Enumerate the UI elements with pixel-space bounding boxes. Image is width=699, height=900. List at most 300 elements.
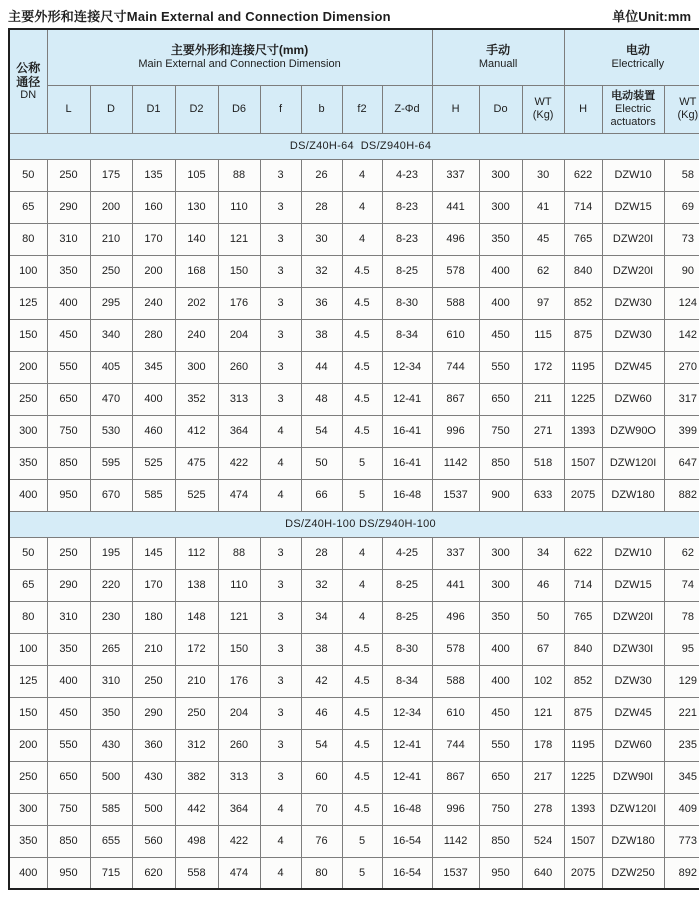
- data-cell-L: 350: [47, 633, 90, 665]
- data-cell-H-manual: 441: [432, 569, 479, 601]
- data-cell-D: 500: [90, 761, 132, 793]
- data-cell-D2: 202: [175, 287, 218, 319]
- data-cell-f: 3: [260, 729, 301, 761]
- data-cell-D1: 400: [132, 383, 175, 415]
- data-cell-WT-manual: 102: [522, 665, 564, 697]
- data-cell-D6: 121: [218, 601, 260, 633]
- col-header-D6: D6: [218, 85, 260, 133]
- data-cell-H-manual: 610: [432, 697, 479, 729]
- data-cell-D1: 345: [132, 351, 175, 383]
- unit-label: 单位Unit:mm: [612, 9, 691, 24]
- group-electric-en: Electrically: [611, 58, 665, 71]
- data-cell-Z-d: 12-41: [382, 729, 432, 761]
- dn-cell: 150: [9, 319, 47, 351]
- data-cell-H-manual: 496: [432, 601, 479, 633]
- table-row: [9, 319, 699, 351]
- data-cell-H-electric: 840: [564, 255, 602, 287]
- data-cell-H-electric: 852: [564, 665, 602, 697]
- data-cell-D6: 364: [218, 415, 260, 447]
- group-electric-zh: 电动: [625, 43, 650, 58]
- data-cell-Z-d: 8-34: [382, 319, 432, 351]
- data-cell-D: 715: [90, 857, 132, 889]
- data-cell-f2: 4.5: [342, 793, 382, 825]
- data-cell-Do: 300: [479, 569, 522, 601]
- data-cell-WT-manual: 178: [522, 729, 564, 761]
- data-cell-D: 670: [90, 479, 132, 511]
- data-cell-Z-d: 8-25: [382, 255, 432, 287]
- data-cell-Do: 550: [479, 729, 522, 761]
- data-cell-D2: 558: [175, 857, 218, 889]
- data-cell-L: 290: [47, 191, 90, 223]
- dn-cell: 50: [9, 537, 47, 569]
- data-cell-D1: 170: [132, 569, 175, 601]
- data-cell-L: 450: [47, 697, 90, 729]
- col-header-WT-electric: WT (Kg): [664, 85, 699, 133]
- data-cell-WT-electric: 221: [664, 697, 699, 729]
- table-row: [9, 351, 699, 383]
- page-title: 主要外形和连接尺寸Main External and Connection Dimension: [8, 9, 391, 24]
- data-cell-H-manual: 996: [432, 415, 479, 447]
- data-cell-b: 28: [301, 537, 342, 569]
- data-cell-Do: 400: [479, 255, 522, 287]
- data-cell-D1: 585: [132, 479, 175, 511]
- data-cell-D1: 460: [132, 415, 175, 447]
- data-cell-actuator: DZW30: [602, 319, 664, 351]
- table-row: [9, 665, 699, 697]
- data-cell-L: 750: [47, 415, 90, 447]
- data-cell-actuator: DZW90O: [602, 415, 664, 447]
- data-cell-Z-d: 8-23: [382, 223, 432, 255]
- data-cell-H-manual: 578: [432, 633, 479, 665]
- data-cell-f2: 5: [342, 447, 382, 479]
- data-cell-L: 850: [47, 825, 90, 857]
- data-cell-D: 585: [90, 793, 132, 825]
- data-cell-actuator: DZW45: [602, 351, 664, 383]
- section-body-100: [9, 511, 699, 889]
- table-row: [9, 697, 699, 729]
- data-cell-D2: 112: [175, 537, 218, 569]
- data-cell-H-electric: 765: [564, 223, 602, 255]
- data-cell-L: 290: [47, 569, 90, 601]
- group-manual-zh: 手动: [486, 43, 511, 58]
- data-cell-WT-manual: 46: [522, 569, 564, 601]
- data-cell-Z-d: 4-23: [382, 159, 432, 191]
- data-cell-L: 250: [47, 537, 90, 569]
- table-row: [9, 537, 699, 569]
- dn-cell: 250: [9, 761, 47, 793]
- table-row: [9, 159, 699, 191]
- data-cell-Do: 300: [479, 191, 522, 223]
- data-cell-D1: 525: [132, 447, 175, 479]
- data-cell-L: 250: [47, 159, 90, 191]
- data-cell-f: 3: [260, 383, 301, 415]
- data-cell-Do: 650: [479, 383, 522, 415]
- data-cell-D: 430: [90, 729, 132, 761]
- data-cell-D2: 475: [175, 447, 218, 479]
- col-header-D2: D2: [175, 85, 218, 133]
- data-cell-H-manual: 1142: [432, 825, 479, 857]
- data-cell-actuator: DZW30I: [602, 633, 664, 665]
- dimension-table: [8, 28, 699, 890]
- data-cell-D: 340: [90, 319, 132, 351]
- data-cell-Z-d: 8-23: [382, 191, 432, 223]
- col-group-manual: [432, 29, 564, 85]
- data-cell-f: 3: [260, 537, 301, 569]
- data-cell-L: 750: [47, 793, 90, 825]
- data-cell-WT-electric: 882: [664, 479, 699, 511]
- data-cell-L: 650: [47, 383, 90, 415]
- data-cell-D: 655: [90, 825, 132, 857]
- data-cell-D6: 204: [218, 319, 260, 351]
- data-cell-b: 38: [301, 319, 342, 351]
- data-cell-Z-d: 12-34: [382, 351, 432, 383]
- col-header-f2: f2: [342, 85, 382, 133]
- data-cell-WT-electric: 58: [664, 159, 699, 191]
- data-cell-H-electric: 1225: [564, 383, 602, 415]
- table-row: [9, 569, 699, 601]
- data-cell-actuator: DZW180: [602, 825, 664, 857]
- data-cell-WT-manual: 62: [522, 255, 564, 287]
- data-cell-WT-electric: 78: [664, 601, 699, 633]
- data-cell-WT-electric: 73: [664, 223, 699, 255]
- data-cell-f2: 4.5: [342, 761, 382, 793]
- data-cell-H-electric: 1195: [564, 351, 602, 383]
- data-cell-WT-electric: 892: [664, 857, 699, 889]
- data-cell-H-manual: 867: [432, 383, 479, 415]
- data-cell-b: 30: [301, 223, 342, 255]
- data-cell-f2: 4: [342, 601, 382, 633]
- data-cell-WT-electric: 142: [664, 319, 699, 351]
- data-cell-actuator: DZW90I: [602, 761, 664, 793]
- title-bar: [0, 0, 699, 28]
- group-main-zh: 主要外形和连接尺寸(mm): [170, 43, 309, 58]
- data-cell-L: 550: [47, 351, 90, 383]
- data-cell-f2: 4.5: [342, 255, 382, 287]
- data-cell-f: 3: [260, 601, 301, 633]
- data-cell-actuator: DZW60: [602, 729, 664, 761]
- dn-cell: 65: [9, 569, 47, 601]
- data-cell-b: 50: [301, 447, 342, 479]
- data-cell-D: 200: [90, 191, 132, 223]
- data-cell-Do: 400: [479, 633, 522, 665]
- data-cell-D6: 88: [218, 159, 260, 191]
- table-row: [9, 223, 699, 255]
- data-cell-b: 26: [301, 159, 342, 191]
- data-cell-D6: 474: [218, 857, 260, 889]
- data-cell-WT-electric: 124: [664, 287, 699, 319]
- data-cell-actuator: DZW60: [602, 383, 664, 415]
- data-cell-D1: 180: [132, 601, 175, 633]
- data-cell-Do: 650: [479, 761, 522, 793]
- data-cell-f: 4: [260, 857, 301, 889]
- data-cell-b: 54: [301, 729, 342, 761]
- data-cell-D1: 135: [132, 159, 175, 191]
- dn-cell: 150: [9, 697, 47, 729]
- data-cell-WT-manual: 172: [522, 351, 564, 383]
- data-cell-D2: 525: [175, 479, 218, 511]
- data-cell-D6: 422: [218, 447, 260, 479]
- data-cell-actuator: DZW15: [602, 191, 664, 223]
- data-cell-H-electric: 714: [564, 191, 602, 223]
- data-cell-D1: 620: [132, 857, 175, 889]
- data-cell-WT-manual: 211: [522, 383, 564, 415]
- dn-cell: 100: [9, 633, 47, 665]
- dn-cell: 350: [9, 825, 47, 857]
- data-cell-D6: 176: [218, 665, 260, 697]
- data-cell-f2: 4.5: [342, 319, 382, 351]
- data-cell-actuator: DZW20I: [602, 601, 664, 633]
- data-cell-D2: 148: [175, 601, 218, 633]
- data-cell-f2: 4: [342, 537, 382, 569]
- group-manual-en: Manuall: [478, 58, 518, 71]
- data-cell-H-electric: 875: [564, 697, 602, 729]
- data-cell-WT-manual: 67: [522, 633, 564, 665]
- table-row: [9, 601, 699, 633]
- data-cell-f: 3: [260, 319, 301, 351]
- data-cell-D6: 260: [218, 729, 260, 761]
- data-cell-Do: 400: [479, 665, 522, 697]
- data-cell-D: 175: [90, 159, 132, 191]
- data-cell-D: 405: [90, 351, 132, 383]
- data-cell-WT-manual: 633: [522, 479, 564, 511]
- data-cell-D2: 412: [175, 415, 218, 447]
- data-cell-D2: 138: [175, 569, 218, 601]
- data-cell-D: 210: [90, 223, 132, 255]
- dn-cell: 65: [9, 191, 47, 223]
- data-cell-H-manual: 1537: [432, 479, 479, 511]
- data-cell-WT-manual: 45: [522, 223, 564, 255]
- table-row: [9, 415, 699, 447]
- data-cell-H-electric: 622: [564, 159, 602, 191]
- data-cell-actuator: DZW180: [602, 479, 664, 511]
- data-cell-Do: 750: [479, 793, 522, 825]
- data-cell-b: 70: [301, 793, 342, 825]
- data-cell-f2: 4.5: [342, 697, 382, 729]
- data-cell-H-electric: 875: [564, 319, 602, 351]
- data-cell-H-electric: 852: [564, 287, 602, 319]
- data-cell-WT-manual: 278: [522, 793, 564, 825]
- data-cell-Z-d: 16-48: [382, 793, 432, 825]
- data-cell-WT-electric: 317: [664, 383, 699, 415]
- data-cell-H-manual: 744: [432, 351, 479, 383]
- table-header: [9, 29, 699, 133]
- section-model-label: DS/Z40H-64 DS/Z940H-64: [9, 133, 699, 159]
- data-cell-f2: 4.5: [342, 415, 382, 447]
- table-row: [9, 287, 699, 319]
- data-cell-L: 310: [47, 601, 90, 633]
- data-cell-WT-manual: 518: [522, 447, 564, 479]
- data-cell-f: 3: [260, 569, 301, 601]
- data-cell-D6: 150: [218, 633, 260, 665]
- data-cell-D: 250: [90, 255, 132, 287]
- data-cell-H-manual: 496: [432, 223, 479, 255]
- data-cell-D1: 500: [132, 793, 175, 825]
- data-cell-f: 4: [260, 479, 301, 511]
- dn-cell: 80: [9, 223, 47, 255]
- data-cell-f2: 4.5: [342, 633, 382, 665]
- data-cell-f: 4: [260, 415, 301, 447]
- data-cell-b: 38: [301, 633, 342, 665]
- data-cell-D1: 210: [132, 633, 175, 665]
- data-cell-Z-d: 8-34: [382, 665, 432, 697]
- data-cell-D1: 560: [132, 825, 175, 857]
- data-cell-D6: 260: [218, 351, 260, 383]
- col-header-H-manual: H: [432, 85, 479, 133]
- data-cell-H-manual: 1537: [432, 857, 479, 889]
- table-row: [9, 447, 699, 479]
- data-cell-D1: 160: [132, 191, 175, 223]
- data-cell-Do: 350: [479, 223, 522, 255]
- data-cell-D2: 352: [175, 383, 218, 415]
- data-cell-b: 36: [301, 287, 342, 319]
- data-cell-f2: 5: [342, 825, 382, 857]
- data-cell-WT-electric: 74: [664, 569, 699, 601]
- dn-cell: 200: [9, 729, 47, 761]
- data-cell-actuator: DZW45: [602, 697, 664, 729]
- data-cell-Z-d: 4-25: [382, 537, 432, 569]
- col-header-Z-d: Z-Φd: [382, 85, 432, 133]
- data-cell-Z-d: 16-54: [382, 825, 432, 857]
- data-cell-D2: 172: [175, 633, 218, 665]
- data-cell-D1: 430: [132, 761, 175, 793]
- data-cell-Do: 850: [479, 825, 522, 857]
- data-cell-D: 230: [90, 601, 132, 633]
- data-cell-D: 265: [90, 633, 132, 665]
- col-header-b: b: [301, 85, 342, 133]
- data-cell-WT-manual: 97: [522, 287, 564, 319]
- data-cell-f: 3: [260, 351, 301, 383]
- data-cell-b: 66: [301, 479, 342, 511]
- data-cell-D: 470: [90, 383, 132, 415]
- data-cell-b: 32: [301, 569, 342, 601]
- data-cell-D2: 250: [175, 697, 218, 729]
- data-cell-f: 3: [260, 223, 301, 255]
- section-model-label: DS/Z40H-100 DS/Z940H-100: [9, 511, 699, 537]
- data-cell-b: 80: [301, 857, 342, 889]
- data-cell-f: 3: [260, 697, 301, 729]
- data-cell-D2: 140: [175, 223, 218, 255]
- data-cell-D6: 204: [218, 697, 260, 729]
- table-row: [9, 383, 699, 415]
- col-header-dn: [9, 29, 47, 133]
- data-cell-D1: 360: [132, 729, 175, 761]
- data-cell-f2: 5: [342, 479, 382, 511]
- data-cell-WT-manual: 115: [522, 319, 564, 351]
- data-cell-D2: 168: [175, 255, 218, 287]
- data-cell-Z-d: 16-48: [382, 479, 432, 511]
- data-cell-L: 350: [47, 255, 90, 287]
- table-row: [9, 191, 699, 223]
- data-cell-f: 3: [260, 633, 301, 665]
- data-cell-f: 3: [260, 287, 301, 319]
- data-cell-Z-d: 12-34: [382, 697, 432, 729]
- data-cell-f: 3: [260, 761, 301, 793]
- data-cell-actuator: DZW120I: [602, 793, 664, 825]
- data-cell-f2: 4.5: [342, 351, 382, 383]
- data-cell-D2: 382: [175, 761, 218, 793]
- data-cell-D6: 364: [218, 793, 260, 825]
- col-header-WT-manual: WT (Kg): [522, 85, 564, 133]
- data-cell-Do: 350: [479, 601, 522, 633]
- data-cell-Z-d: 16-41: [382, 447, 432, 479]
- data-cell-f: 3: [260, 665, 301, 697]
- data-cell-Z-d: 12-41: [382, 761, 432, 793]
- data-cell-H-manual: 441: [432, 191, 479, 223]
- data-cell-f2: 4: [342, 569, 382, 601]
- dn-cell: 350: [9, 447, 47, 479]
- data-cell-H-manual: 744: [432, 729, 479, 761]
- data-cell-Z-d: 8-30: [382, 287, 432, 319]
- data-cell-H-manual: 588: [432, 665, 479, 697]
- data-cell-H-manual: 996: [432, 793, 479, 825]
- column-header-row: [9, 85, 699, 133]
- data-cell-D2: 442: [175, 793, 218, 825]
- data-cell-D6: 313: [218, 761, 260, 793]
- data-cell-L: 650: [47, 761, 90, 793]
- data-cell-L: 400: [47, 287, 90, 319]
- data-cell-f: 3: [260, 255, 301, 287]
- data-cell-Do: 450: [479, 697, 522, 729]
- data-cell-b: 46: [301, 697, 342, 729]
- data-cell-D6: 110: [218, 191, 260, 223]
- data-cell-actuator: DZW20I: [602, 223, 664, 255]
- dn-cell: 400: [9, 479, 47, 511]
- data-cell-b: 48: [301, 383, 342, 415]
- data-cell-H-electric: 1507: [564, 447, 602, 479]
- data-cell-H-manual: 337: [432, 159, 479, 191]
- dn-cell: 100: [9, 255, 47, 287]
- data-cell-Do: 550: [479, 351, 522, 383]
- col-header-actuator: 电动装置 Electric actuators: [602, 85, 664, 133]
- data-cell-D2: 240: [175, 319, 218, 351]
- data-cell-H-electric: 1195: [564, 729, 602, 761]
- data-cell-H-electric: 714: [564, 569, 602, 601]
- dn-line-2: 通径: [16, 74, 41, 89]
- data-cell-Do: 400: [479, 287, 522, 319]
- data-cell-actuator: DZW120I: [602, 447, 664, 479]
- data-cell-L: 400: [47, 665, 90, 697]
- data-cell-f: 4: [260, 825, 301, 857]
- data-cell-D: 350: [90, 697, 132, 729]
- dn-cell: 125: [9, 665, 47, 697]
- table-row: [9, 255, 699, 287]
- data-cell-D1: 280: [132, 319, 175, 351]
- data-cell-H-electric: 765: [564, 601, 602, 633]
- data-cell-Do: 750: [479, 415, 522, 447]
- data-cell-Do: 850: [479, 447, 522, 479]
- data-cell-WT-manual: 30: [522, 159, 564, 191]
- data-cell-D1: 170: [132, 223, 175, 255]
- data-cell-Z-d: 8-25: [382, 601, 432, 633]
- data-cell-D: 220: [90, 569, 132, 601]
- data-cell-H-electric: 1507: [564, 825, 602, 857]
- data-cell-D2: 312: [175, 729, 218, 761]
- data-cell-L: 850: [47, 447, 90, 479]
- data-cell-f2: 5: [342, 857, 382, 889]
- data-cell-L: 310: [47, 223, 90, 255]
- data-cell-D: 295: [90, 287, 132, 319]
- data-cell-H-electric: 1393: [564, 793, 602, 825]
- dn-cell: 80: [9, 601, 47, 633]
- data-cell-D: 530: [90, 415, 132, 447]
- data-cell-Z-d: 16-41: [382, 415, 432, 447]
- data-cell-f: 4: [260, 793, 301, 825]
- group-main-en: Main External and Connection Dimension: [138, 58, 341, 71]
- data-cell-f2: 4.5: [342, 665, 382, 697]
- data-cell-b: 60: [301, 761, 342, 793]
- data-cell-WT-electric: 90: [664, 255, 699, 287]
- table-row: [9, 479, 699, 511]
